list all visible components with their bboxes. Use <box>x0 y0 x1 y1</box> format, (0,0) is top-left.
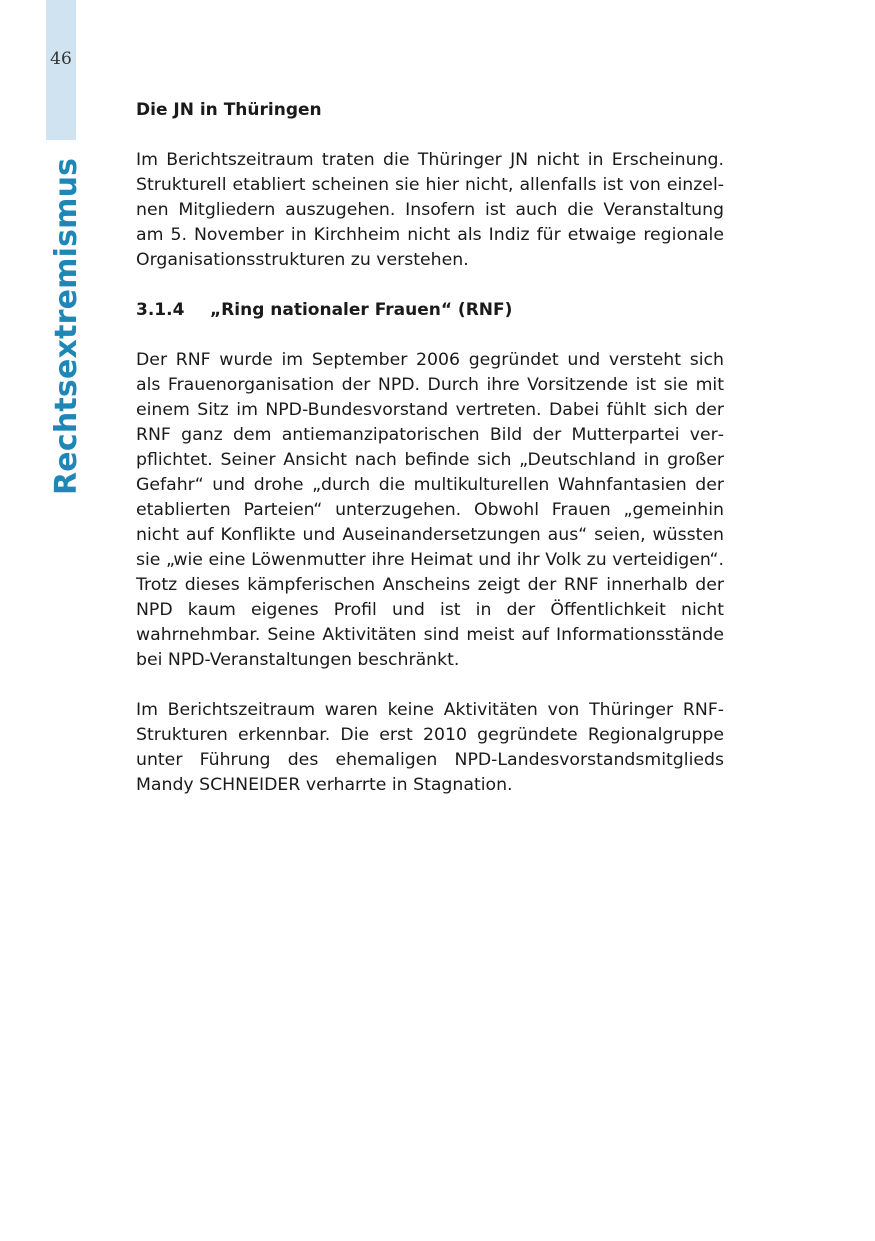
paragraph-jn: Im Berichtszeitraum traten die Thüringer JN nicht in Erscheinung. Strukturell etabliert scheinen sie hier nicht, allenfalls ist von einzelnen Mitgliedern auszugehen. Insofern ist auch die Veranstaltung am 5. November in Kirchheim nicht als Indiz für etwaige regionale Organisationsstrukturen zu verstehen. <box>136 150 724 270</box>
side-tab <box>46 0 76 140</box>
page-number: 46 <box>50 49 72 69</box>
section-title: „Ring nationaler Frauen“ (RNF) <box>210 300 513 320</box>
spacer <box>136 273 724 298</box>
paragraph-rnf-description: Der RNF wurde im September 2006 gegründet und versteht sich als Frauenorganisation der NPD. Durch ihre Vorsitzende ist sie mit einem Sitz im NPD-Bundesvorstand vertreten. Dabei fühlt sich der RNF ganz dem antiemanzipatorischen Bild der Mutterpartei verpflichtet. Seiner Ansicht nach befinde sich „Deutschland in großer Gefahr“ und drohe „durch die multikulturellen Wahnfantasien der etablierten Parteien“ unterzugehen. Obwohl Frauen „gemeinhin nicht auf Konflikte und Auseinandersetzungen aus“ seien, wüssten sie „wie eine Löwenmutter ihre Heimat und ihr Volk zu verteidigen“. Trotz dieses kämpferischen Anscheins zeigt der RNF innerhalb der NPD kaum eigenes Profil und ist in der Öffentlichkeit nicht wahrnehmbar. Seine Aktivitäten sind meist auf Informationsstände bei NPD-Veranstaltungen beschränkt. <box>136 350 724 670</box>
side-chapter-title: Rechtsextremismus <box>49 157 84 495</box>
spacer <box>136 123 724 148</box>
spacer <box>136 323 724 348</box>
spacer <box>136 673 724 698</box>
section-heading-rnf <box>136 298 724 323</box>
section-number: 3.1.4 <box>136 300 185 320</box>
heading-jn-thueringen: Die JN in Thüringen <box>136 100 322 120</box>
page-content <box>136 98 724 798</box>
paragraph-rnf-activities: Im Berichtszeitraum waren keine Aktivitäten von Thüringer RNF-Strukturen erkennbar. Die erst 2010 gegründete Regionalgruppe unter Führung des ehemaligen NPD-Landesvorstandsmitglieds Mandy SCHNEIDER verharrte in Stagnation. <box>136 700 724 795</box>
